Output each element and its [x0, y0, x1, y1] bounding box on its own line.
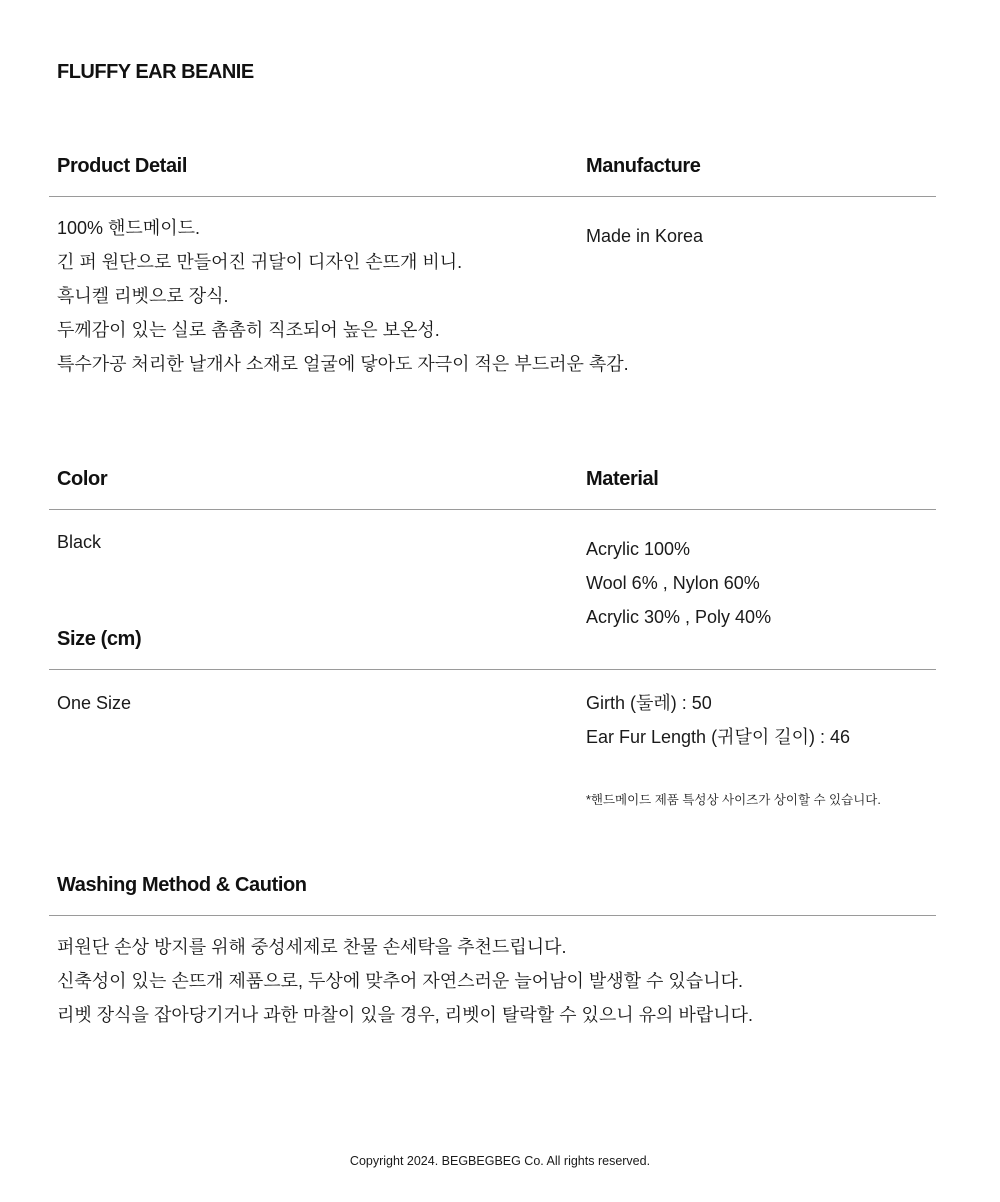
color-value: Black: [57, 532, 102, 552]
product-detail-line: 특수가공 처리한 날개사 소재로 얼굴에 닿아도 자극이 적은 부드러운 촉감.: [57, 354, 629, 374]
size-note: *핸드메이드 제품 특성상 사이즈가 상이할 수 있습니다.: [586, 793, 881, 807]
material-line: Wool 6% , Nylon 60%: [586, 573, 760, 593]
size-measurement-line: Ear Fur Length (귀달이 길이) : 46: [586, 727, 851, 747]
product-title: FLUFFY EAR BEANIE: [57, 61, 254, 83]
material-line: Acrylic 100%: [586, 539, 691, 559]
washing-line: 리벳 장식을 잡아당기거나 과한 마찰이 있을 경우, 리벳이 탈락할 수 있으니 유의 바랍니다.: [57, 1005, 753, 1025]
color-heading: Color: [57, 468, 108, 490]
washing-line: 신축성이 있는 손뜨개 제품으로, 두상에 맞추어 자연스러운 늘어남이 발생할 수 있습니다.: [57, 971, 743, 991]
size-measurements: [586, 686, 850, 754]
material-list: [586, 532, 771, 634]
size-measurement-line: Girth (둘레) : 50: [586, 693, 712, 713]
divider: [49, 196, 936, 197]
material-heading: Material: [586, 468, 659, 490]
product-detail-line: 긴 퍼 원단으로 만들어진 귀달이 디자인 손뜨개 비니.: [57, 252, 463, 272]
washing-line: 퍼원단 손상 방지를 위해 중성세제로 찬물 손세탁을 추천드립니다.: [57, 937, 567, 957]
product-detail-line: 흑니켈 리벳으로 장식.: [57, 286, 229, 306]
washing-list: [57, 930, 753, 1032]
manufacture-heading: Manufacture: [586, 155, 701, 177]
divider: [49, 915, 936, 916]
copyright-text: Copyright 2024. BEGBEGBEG Co. All rights reserved.: [349, 1154, 651, 1168]
size-heading: Size (cm): [57, 628, 142, 650]
material-line: Acrylic 30% , Poly 40%: [586, 607, 772, 627]
divider: [49, 669, 936, 670]
washing-heading: Washing Method & Caution: [57, 874, 307, 896]
product-detail-list: [57, 211, 629, 381]
product-detail-line: 두께감이 있는 실로 촘촘히 직조되어 높은 보온성.: [57, 320, 440, 340]
manufacture-value: Made in Korea: [586, 226, 704, 246]
product-detail-heading: Product Detail: [57, 155, 187, 177]
product-detail-line: 100% 핸드메이드.: [57, 218, 200, 238]
divider: [49, 509, 936, 510]
size-value: One Size: [57, 693, 132, 713]
